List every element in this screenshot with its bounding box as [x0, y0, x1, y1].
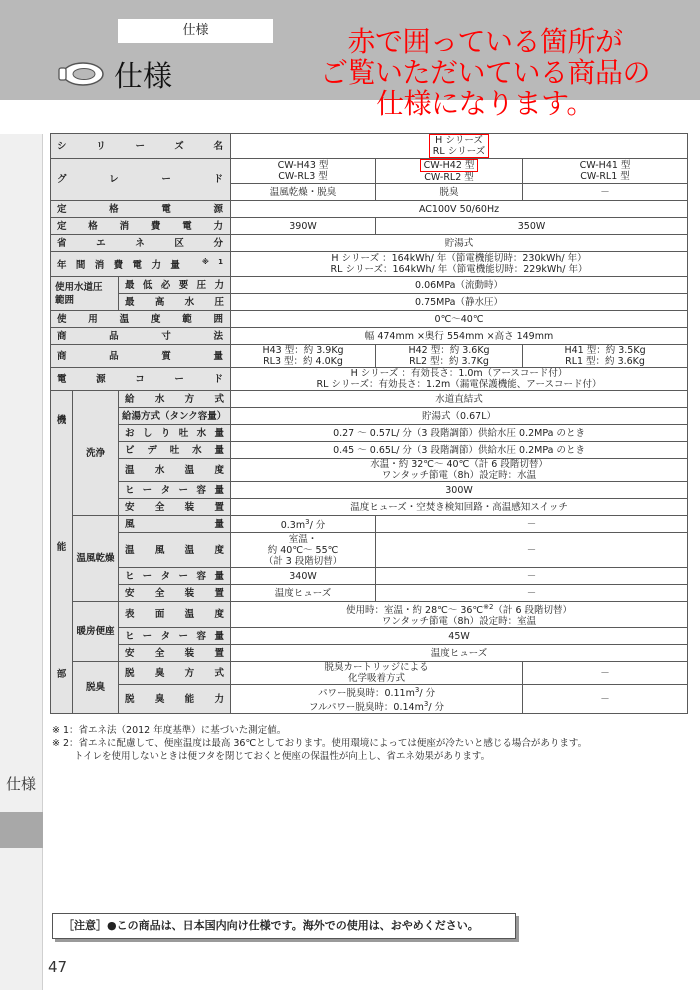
table-row: おしり吐水量 0.27 ～ 0.57L/ 分（3 段階調節）供給水圧 0.2MPa のとき — [51, 425, 688, 442]
table-row: グレード CW-H43 型 CW-RL3 型 CW-H42 型 CW-RL2 型 CW-H41 型 CW-RL1 型 — [51, 159, 688, 184]
table-row: 温風乾燥・脱臭 脱臭 － — [51, 184, 688, 201]
table-row: 使用温度範囲 0℃～40℃ — [51, 311, 688, 328]
sidebar-label: 仕様 — [5, 775, 36, 793]
table-row: 省エネ区分 貯湯式 — [51, 235, 688, 252]
spec-table — [50, 133, 688, 714]
page-number: 47 — [48, 958, 68, 976]
sidebar — [0, 134, 43, 990]
table-row: 安全装置 温度ヒューズ・空焚き検知回路・高温感知スイッチ — [51, 499, 688, 516]
table-row: 温風温度 室温・ 約 40℃～ 55℃ （計 3 段階切替） － — [51, 533, 688, 568]
section-tab-label: 仕様 — [118, 19, 273, 43]
table-row: 脱臭 脱臭方式 脱臭カートリッジによる 化学吸着方式 － — [51, 662, 688, 685]
table-row: 電源コード H シリーズ ：有効長さ：1.0m（アースコード付） RL シリーズ：有効長さ：1.2m（漏電保護機能、アースコード付） — [51, 368, 688, 391]
table-row: 安全装置 温度ヒューズ － — [51, 585, 688, 602]
table-row: 年間消費電力量 $^{※1}$ H シリーズ ：164kWh/ 年（節電機能切時：230kWh/ 年） RL シリーズ：164kWh/ 年（節電機能切時：229kWh/ 年） — [51, 252, 688, 277]
grade-highlight: CW-H42 型 — [420, 159, 479, 172]
sidebar-marker — [0, 812, 43, 848]
footnote-2-continued: トイレを使用しないときは便フタを閉じておくと便座の保温性が向上し、省エネ効果があります。 — [74, 751, 491, 762]
caution-box: ［注意］●この商品は、日本国内向け仕様です。海外での使用は、おやめください。 — [52, 913, 516, 939]
table-row: 温風乾燥 風量 $0.3m^3/$ 分 － — [51, 516, 688, 533]
page-header — [0, 0, 700, 120]
function-group-label: 機 能 部 — [51, 391, 73, 714]
toilet-seat-icon — [56, 56, 106, 92]
table-row: 脱臭能力 パワー脱臭時：$0.11m^3/$ 分 フルパワー脱臭時：$0.14m^3/$ 分 － — [51, 685, 688, 714]
table-row: ヒーター容量 300W — [51, 482, 688, 499]
table-row: シリーズ名 H シリーズ RL シリーズ — [51, 134, 688, 159]
table-row: 使用水道圧 範囲 最低必要圧力 0.06MPa（流動時） — [51, 277, 688, 294]
table-row: 機 能 部 洗浄 給水方式 水道直結式 — [51, 391, 688, 408]
table-row: 定格消費電力 390W 350W — [51, 218, 688, 235]
table-row: 商品質量 H43 型：約 3.9Kg RL3 型：約 4.0Kg H42 型：約 3.6Kg RL2 型：約 3.7Kg H41 型：約 3.5Kg RL1 型：約 3.6Kg — [51, 345, 688, 368]
table-row: 商品寸法 幅 474mm ×奥行 554mm ×高さ 149mm — [51, 328, 688, 345]
series-cell — [231, 134, 688, 159]
footnotes — [52, 724, 692, 763]
table-row: 安全装置 温度ヒューズ — [51, 645, 688, 662]
table-row: ヒーター容量 45W — [51, 628, 688, 645]
table-row: 最高水圧 0.75MPa（静水圧） — [51, 294, 688, 311]
table-row: ビデ吐水量 0.45 ～ 0.65L/ 分（3 段階調節）供給水圧 0.2MPa のとき — [51, 442, 688, 459]
table-row: 暖房便座 表面温度 使用時：室温・約 28℃～ 36℃$^{※2}$（計 6 段階切替） ワンタッチ節電（8h）設定時：室温 — [51, 602, 688, 628]
table-row: ヒーター容量 340W － — [51, 568, 688, 585]
table-row: 給湯方式（タンク容量） 貯湯式（0.67L） — [51, 408, 688, 425]
footnote-1: ※ 1：省エネ法（2012 年度基準）に基づいた測定値。 — [52, 725, 287, 736]
footnote-2: ※ 2：省エネに配慮して、便座温度は最高 36℃としております。使用環境によっては便座が冷たいと感じる場合があります。 — [52, 738, 588, 749]
page-title: 仕様 — [114, 59, 173, 93]
series-h-highlight: H シリーズ RL シリーズ — [429, 134, 489, 158]
table-row: 定格電源 AC100V 50/60Hz — [51, 201, 688, 218]
table-row: 温水温度 水温・約 32℃～ 40℃（計 6 段階切替） ワンタッチ節電（8h）設定時：水温 — [51, 459, 688, 482]
red-annotation: 赤で囲っている箇所が ご覧いただいている商品の 仕様になります。 — [319, 25, 650, 120]
